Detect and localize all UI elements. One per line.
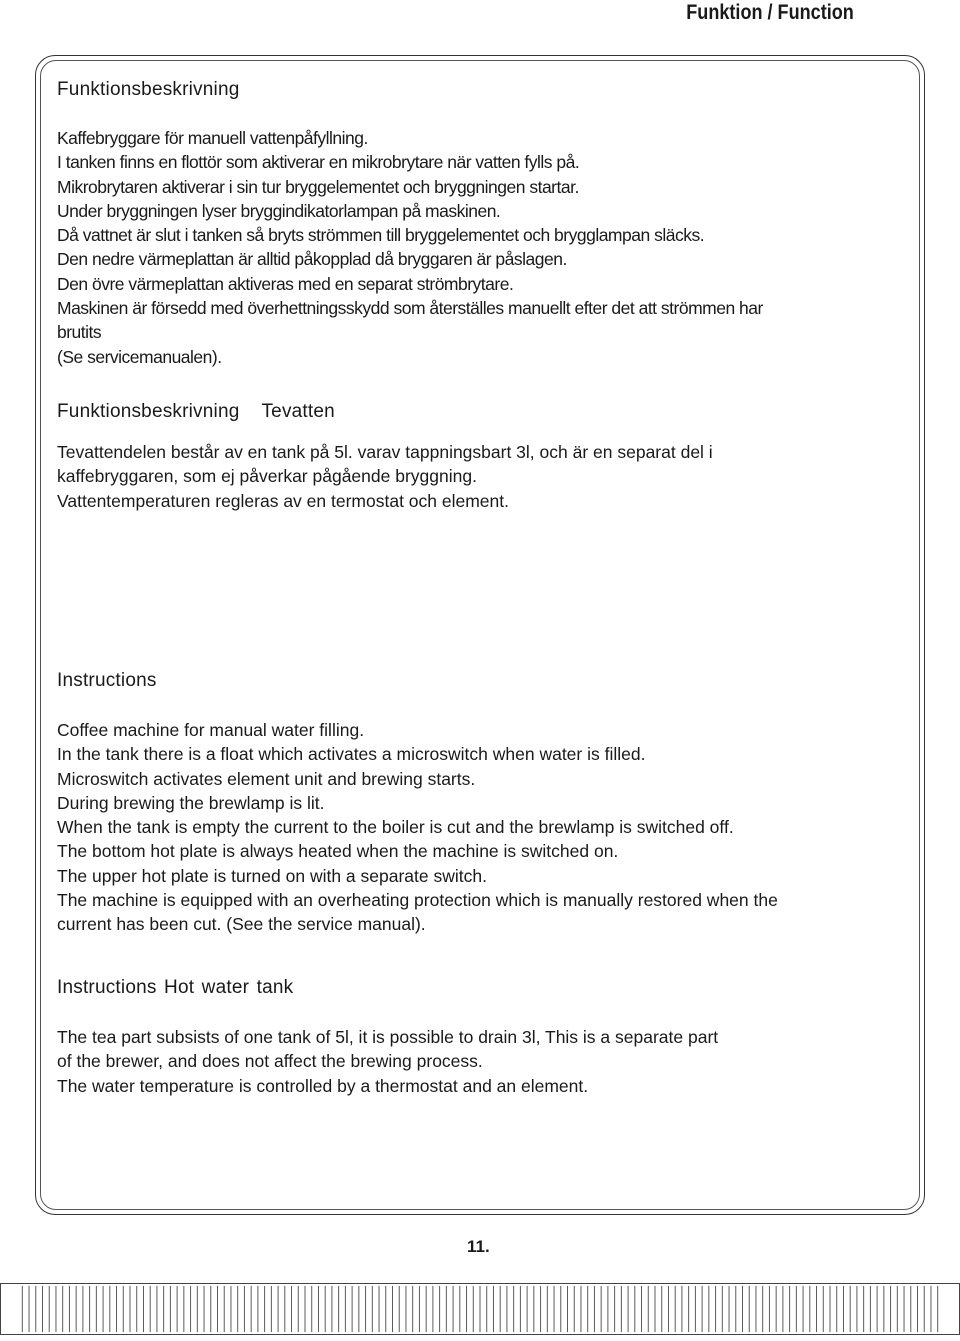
text-line: Tevattendelen består av en tank på 5l. varav tappningsbart 3l, och är en separat del i [57, 442, 713, 462]
text-line: The water temperature is controlled by a thermostat and an element. [57, 1075, 589, 1096]
text-line: of the brewer, and does not affect the brewing process. [57, 1051, 483, 1072]
text-line: Då vattnet är slut i tanken så bryts strömmen till bryggelementet och brygglampan släcks. [57, 225, 705, 246]
paragraph-sv-function [57, 126, 917, 369]
text-line: Vattentemperaturen regleras av en termostat och element. [57, 490, 510, 511]
text-line: I tanken finns en flottör som aktiverar en mikrobrytare när vatten fylls på. [57, 152, 580, 173]
text-line: Maskinen är försedd med överhettningsskydd som återställes manuellt efter det att strömmen har [57, 298, 763, 319]
section-title-tevatten [57, 401, 335, 423]
text-line: The upper hot plate is turned on with a separate switch. [57, 865, 487, 886]
section-title-part-a: Funktionsbeskrivning [57, 401, 240, 422]
text-line: The bottom hot plate is always heated when the machine is switched on. [57, 841, 619, 862]
section-title-funktionsbeskrivning: Funktionsbeskrivning [57, 79, 240, 100]
text-line: The tea part subsists of one tank of 5l, it is possible to drain 3l, This is a separate part [57, 1027, 719, 1047]
text-line: When the tank is empty the current to the boiler is cut and the brewlamp is switched off. [57, 817, 734, 838]
text-line: kaffebryggaren, som ej påverkar pågående bryggning. [57, 466, 477, 487]
text-line: Den nedre värmeplattan är alltid påkopplad då bryggaren är påslagen. [57, 249, 567, 270]
text-line: current has been cut. (See the service manual). [57, 914, 426, 935]
text-line: During brewing the brewlamp is lit. [57, 792, 325, 813]
text-line: brutits [57, 322, 102, 343]
text-line: Kaffebryggare för manuell vattenpåfyllning. [57, 128, 368, 148]
text-line: The machine is equipped with an overheating protection which is manually restored when the [57, 890, 778, 911]
section-title-part-b: Tevatten [261, 401, 335, 422]
text-line: Microswitch activates element unit and brewing starts. [57, 768, 476, 789]
page-number: 11. [467, 1237, 490, 1256]
paragraph-en-tea [57, 1025, 917, 1098]
text-line: Den övre värmeplattan aktiveras med en separat strömbrytare. [57, 273, 514, 294]
paragraph-en-function [57, 718, 917, 937]
paragraph-sv-tea [57, 440, 917, 513]
text-line: Mikrobrytaren aktiverar i sin tur bryggelementet och bryggningen startar. [57, 176, 579, 197]
text-line: (Se servicemanualen). [57, 346, 222, 367]
section-title-hot-water-tank: Instructions Hot water tank [57, 977, 294, 998]
text-line: Under bryggningen lyser bryggindikatorlampan på maskinen. [57, 200, 501, 221]
text-line: Coffee machine for manual water filling. [57, 720, 365, 740]
text-line: In the tank there is a float which activates a microswitch when water is filled. [57, 744, 646, 765]
footer-stripe-bar [0, 1283, 960, 1335]
page-header-title: Funktion / Function [686, 1, 854, 24]
section-title-instructions: Instructions [57, 670, 157, 691]
